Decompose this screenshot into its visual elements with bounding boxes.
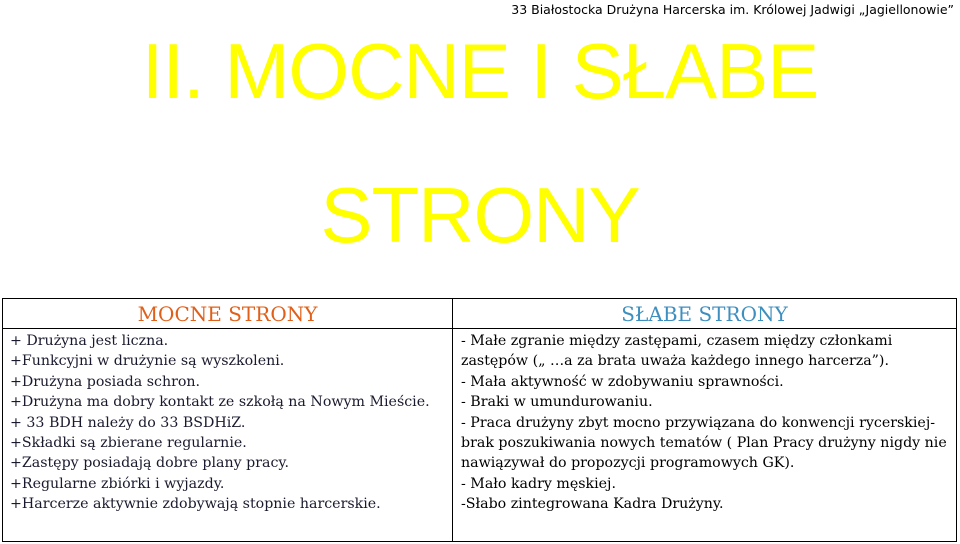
list-item: -Słabo zintegrowana Kadra Drużyny. [461, 496, 724, 513]
weaknesses-header: SŁABE STRONY [452, 298, 957, 328]
list-item: - Braki w umundurowaniu. [461, 394, 653, 411]
strengths-list [2, 328, 452, 542]
list-item: +Harcerze aktywnie zdobywają stopnie harcerskie. [10, 496, 381, 513]
list-item: - Praca drużyny zbyt mocno przywiązana do konwencji rycerskiej- brak poszukiwania nowych tematów ( Plan Pracy drużyny nigdy nie nawiązywał do propozycji programowych GK). [461, 414, 947, 472]
list-item: +Drużyna ma dobry kontakt ze szkołą na Nowym Mieście. [10, 394, 430, 411]
list-item: + 33 BDH należy do 33 BSDHiZ. [10, 414, 246, 431]
list-item: - Małe zgranie między zastępami, czasem między członkami zastępów („ …a za brata uważa każdego innego harcerza”). [461, 333, 893, 370]
list-item: +Zastępy posiadają dobre plany pracy. [10, 455, 290, 472]
list-item: + Drużyna jest liczna. [10, 333, 169, 349]
list-item: +Drużyna posiada schron. [10, 373, 201, 390]
list-item: +Funkcyjni w drużynie są wyszkoleni. [10, 353, 285, 370]
slide-title-line-2: STRONY [320, 171, 640, 259]
strengths-header: MOCNE STRONY [2, 298, 452, 328]
slide-title-line-1: II. MOCNE I SŁABE [141, 27, 819, 115]
header-note: 33 Białostocka Drużyna Harcerska im. Królowej Jadwigi „Jagiellonowie” [511, 2, 954, 17]
list-item: +Składki są zbierane regularnie. [10, 435, 247, 452]
swot-table [2, 298, 957, 542]
list-item: - Mała aktywność w zdobywaniu sprawności. [461, 373, 784, 390]
list-item: +Regularne zbiórki i wyjazdy. [10, 475, 225, 492]
weaknesses-list [452, 328, 957, 542]
list-item: - Mało kadry męskiej. [461, 475, 616, 492]
